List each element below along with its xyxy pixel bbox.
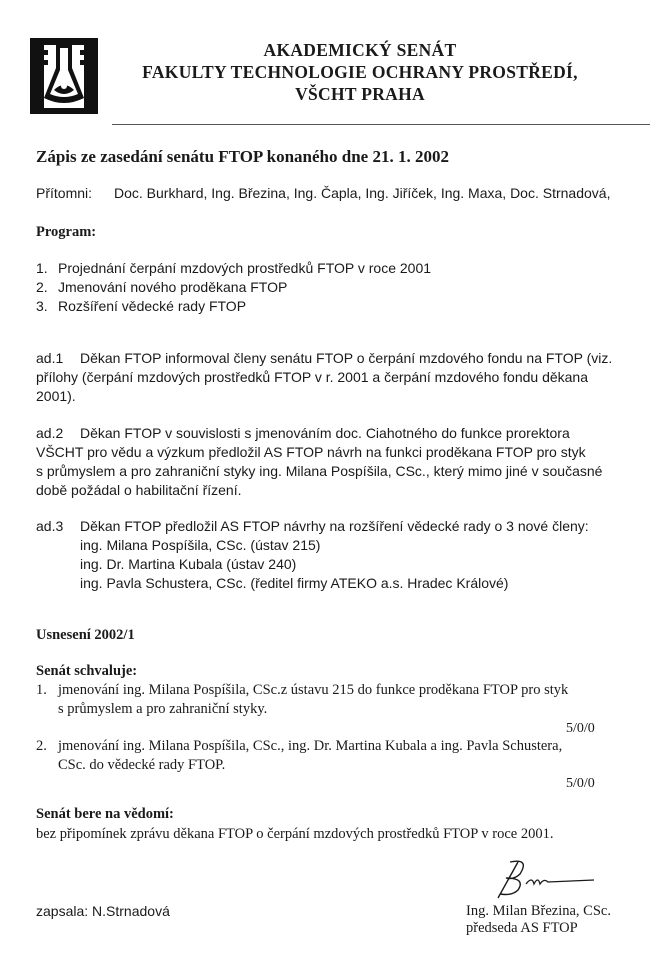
program-item-number: 3.	[36, 298, 48, 314]
program-item-number: 1.	[36, 260, 48, 276]
approves-heading: Senát schvaluje:	[36, 663, 138, 679]
resolution-heading: Usnesení 2002/1	[36, 627, 135, 643]
ad2-label: ad.2	[36, 425, 64, 441]
vote-result: 5/0/0	[566, 721, 595, 736]
header-line-1: AKADEMICKÝ SENÁT	[263, 40, 457, 60]
resolution-item-line: jmenování ing. Milana Pospíšila, CSc., ing. Dr. Martina Kubala a ing. Pavla Schustera,	[58, 738, 563, 754]
ad3-intro: Děkan FTOP předložil AS FTOP návrhy na rozšíření vědecké rady o 3 nové členy:	[80, 518, 589, 534]
ad3-label: ad.3	[36, 518, 64, 534]
program-item-text: Jmenování nového proděkana FTOP	[58, 279, 288, 295]
resolution-item-number: 1.	[36, 682, 47, 698]
ad1-label: ad.1	[36, 350, 64, 366]
signer-role: předseda AS FTOP	[466, 920, 578, 936]
program-item-text: Rozšíření vědecké rady FTOP	[58, 298, 247, 314]
resolution-item-number: 2.	[36, 738, 47, 754]
program-item	[36, 279, 287, 295]
ad2-line: době požádal o habilitační řízení.	[36, 482, 242, 498]
ad2-line: Děkan FTOP v souvislosti s jmenováním doc. Ciahotného do funkce prorektora	[80, 425, 570, 441]
resolution-item-line: s průmyslem a pro zahraniční styky.	[58, 701, 268, 717]
notes-heading: Senát bere na vědomí:	[36, 806, 174, 822]
program-item-number: 2.	[36, 279, 48, 295]
header-line-3: VŠCHT PRAHA	[295, 84, 425, 104]
resolution-item-line: CSc. do vědecké rady FTOP.	[58, 757, 226, 773]
program-item	[36, 298, 246, 314]
ad1-line: Děkan FTOP informoval členy senátu FTOP o čerpání mzdového fondu na FTOP (viz.	[80, 350, 613, 366]
ad3-member: ing. Milana Pospíšila, CSc. (ústav 215)	[80, 537, 321, 553]
attendance-label: Přítomni:	[36, 185, 93, 201]
resolution-item-line: jmenování ing. Milana Pospíšila, CSc.z ústavu 215 do funkce proděkana FTOP pro styk	[58, 682, 569, 698]
program-item-text: Projednání čerpání mzdových prostředků FTOP v roce 2001	[58, 260, 432, 276]
header-line-2: FAKULTY TECHNOLOGIE OCHRANY PROSTŘEDÍ,	[142, 62, 578, 82]
faculty-logo-icon	[28, 36, 100, 116]
ad3-member: ing. Pavla Schustera, CSc. (ředitel firmy ATEKO a.s. Hradec Králové)	[80, 575, 509, 591]
attendance-names: Doc. Burkhard, Ing. Březina, Ing. Čapla, Ing. Jiříček, Ing. Maxa, Doc. Strnadová,	[114, 185, 611, 201]
recorder: zapsala: N.Strnadová	[36, 903, 170, 919]
program-heading: Program:	[36, 224, 97, 240]
ad1-line: přílohy (čerpání mzdových prostředků FTOP v r. 2001 a čerpání mzdového fondu děkana	[36, 369, 589, 385]
program-item	[36, 260, 431, 276]
signature-icon	[470, 856, 600, 902]
ad3-member: ing. Dr. Martina Kubala (ústav 240)	[80, 556, 297, 572]
ad1-line: 2001).	[36, 388, 76, 404]
header-divider	[112, 124, 650, 125]
document-title: Zápis ze zasedání senátu FTOP konaného dne 21. 1. 2002	[36, 147, 449, 166]
ad2-line: VŠCHT pro vědu a výzkum předložil AS FTOP návrh na funkci proděkana FTOP pro styk	[36, 444, 586, 460]
vote-result: 5/0/0	[566, 776, 595, 791]
ad2-line: s průmyslem a pro zahraniční styky ing. Milana Pospíšila, CSc., který mimo jiné v současné	[36, 463, 603, 479]
notes-text: bez připomínek zprávu děkana FTOP o čerpání mzdových prostředků FTOP v roce 2001.	[36, 826, 554, 842]
signer-name: Ing. Milan Březina, CSc.	[466, 903, 611, 919]
